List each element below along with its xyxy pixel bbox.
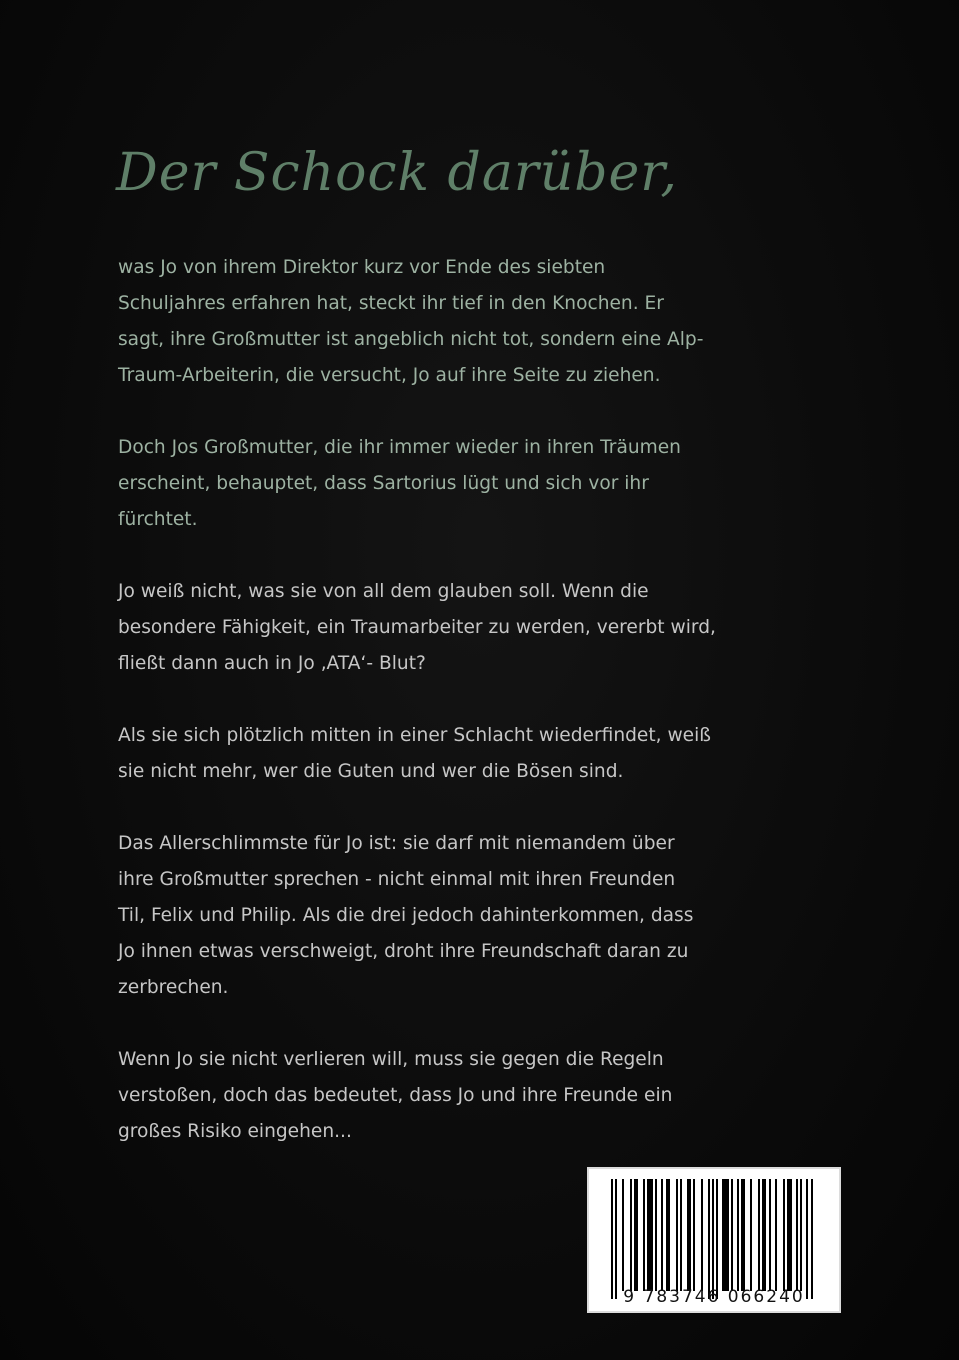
barcode-bar xyxy=(634,1179,638,1291)
barcode-bar xyxy=(741,1179,745,1291)
barcode-bar xyxy=(716,1179,718,1299)
barcode-bar xyxy=(647,1179,653,1291)
paragraph-4: Als sie sich plötzlich mitten in einer Schlacht wiederfindet, weiß sie nicht mehr, wer die Guten und wer die Bösen sind. xyxy=(118,725,711,782)
barcode-bar xyxy=(611,1179,613,1299)
barcode-bar xyxy=(630,1179,632,1291)
barcode-bar xyxy=(806,1179,808,1299)
barcode-bar xyxy=(737,1179,739,1291)
barcode-bar xyxy=(783,1179,785,1291)
barcode-bar xyxy=(693,1179,695,1291)
barcode-bar xyxy=(680,1179,682,1291)
barcode-bar xyxy=(701,1179,703,1291)
barcode-bar xyxy=(811,1179,813,1299)
barcode-bar xyxy=(712,1179,714,1299)
barcode-bar xyxy=(722,1179,728,1291)
headline: Der Schock darüber, xyxy=(116,143,678,203)
barcode-bar xyxy=(769,1179,771,1291)
barcode-bar xyxy=(762,1179,766,1291)
paragraph-2: Doch Jos Großmutter, die ihr immer wieder in ihren Träumen erscheint, behauptet, dass Sartorius lügt und sich vor ihr fürchtet. xyxy=(118,437,681,530)
barcode-bar xyxy=(655,1179,657,1291)
barcode-bar xyxy=(615,1179,617,1299)
barcode-bar xyxy=(687,1179,691,1291)
barcode-bars xyxy=(611,1179,821,1291)
paragraph-5: Das Allerschlimmste für Jo ist: sie darf mit niemandem über ihre Großmutter sprechen - nicht einmal mit ihren Freunden Til, Felix und Philip. Als die drei jedoch dahinterkommen, dass Jo ihnen etwas verschweigt, droht ihre Freundschaft daran zu zerbrechen. xyxy=(118,833,694,998)
barcode-bar xyxy=(800,1179,802,1291)
barcode-bar xyxy=(787,1179,791,1291)
barcode-bar xyxy=(775,1179,777,1291)
paragraph-6: Wenn Jo sie nicht verlieren will, muss sie gegen die Regeln verstoßen, doch das bedeutet, dass Jo und ihre Freunde ein großes Risiko eingehen... xyxy=(118,1049,673,1142)
barcode-bar xyxy=(796,1179,798,1291)
barcode-bar xyxy=(758,1179,760,1291)
blurb-text xyxy=(118,250,758,1186)
paragraph-3: Jo weiß nicht, was sie von all dem glauben soll. Wenn die besondere Fähigkeit, ein Traumarbeiter zu werden, vererbt wird, fließt dann auch in Jo ‚ATA‘- Blut? xyxy=(118,581,716,674)
barcode-bar xyxy=(676,1179,678,1291)
barcode-bar xyxy=(750,1179,752,1291)
isbn-barcode xyxy=(587,1167,841,1313)
barcode-bar xyxy=(661,1179,663,1291)
barcode-bar xyxy=(622,1179,624,1291)
paragraph-1: was Jo von ihrem Direktor kurz vor Ende des siebten Schuljahres erfahren hat, steckt ihr tief in den Knochen. Er sagt, ihre Großmutter ist angeblich nicht tot, sondern eine Alp- Traum-Arbeiterin, die versucht, Jo auf ihre Seite zu ziehen. xyxy=(118,257,704,386)
barcode-bar xyxy=(731,1179,733,1291)
barcode-digits: 9 783746 066240 xyxy=(623,1287,805,1307)
barcode-bar xyxy=(708,1179,710,1299)
barcode-bar xyxy=(643,1179,645,1291)
barcode-bar xyxy=(666,1179,670,1291)
